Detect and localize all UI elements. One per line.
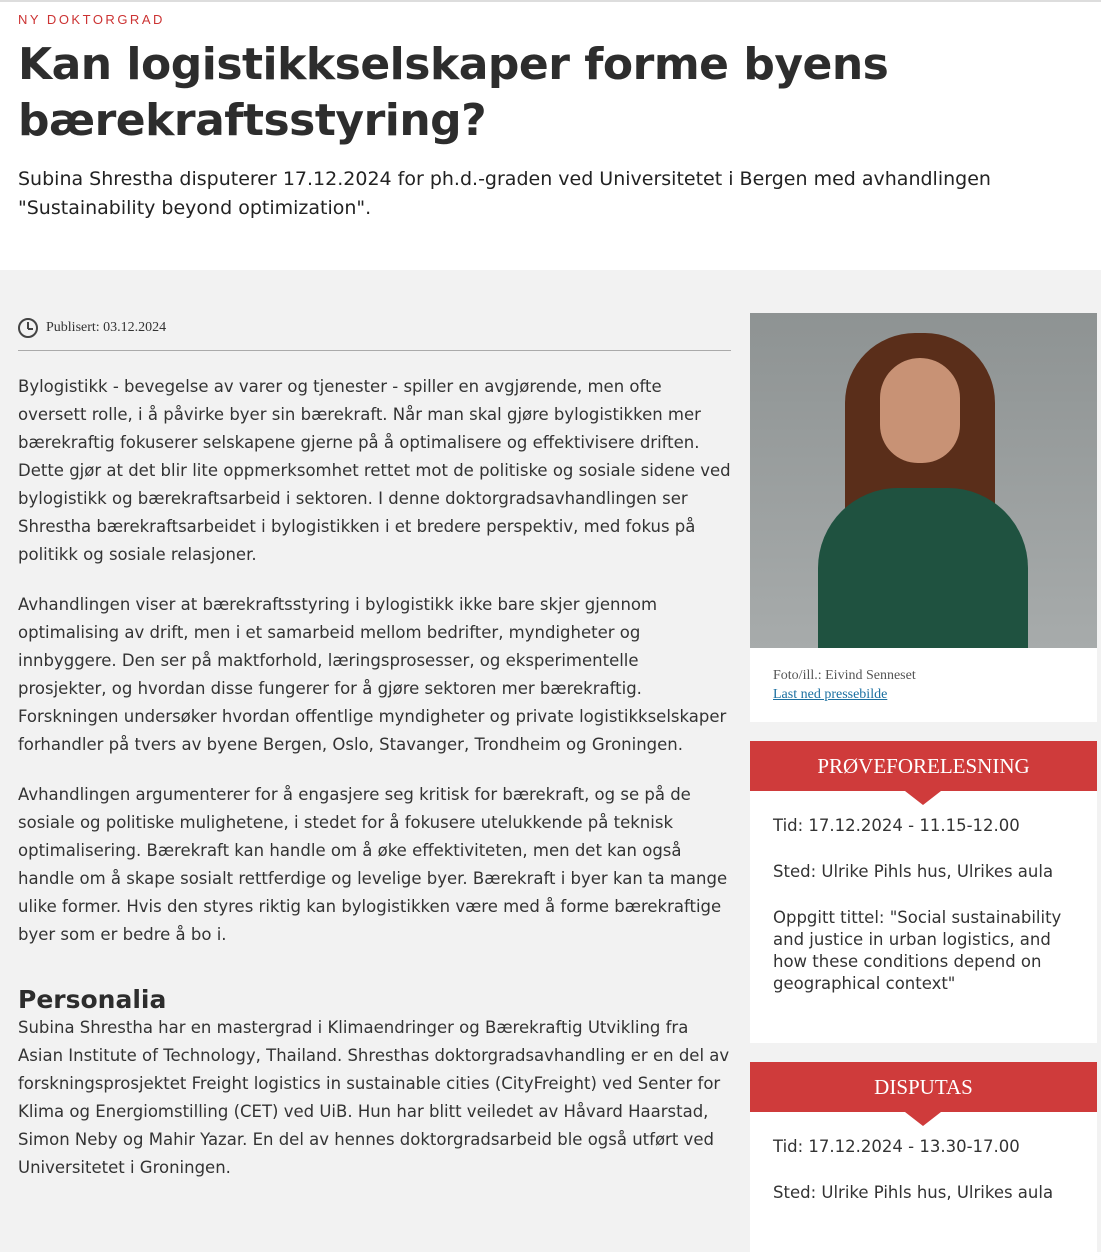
trial-lecture-time: Tid: 17.12.2024 - 11.15-12.00 — [773, 816, 1020, 835]
sidebar — [750, 313, 1097, 1252]
trial-lecture-box — [750, 741, 1097, 1043]
published-date — [18, 318, 731, 351]
paragraph: Avhandlingen argumenterer for å engasjere seg kritisk for bærekraft, og se på de sosiale og politiske mulighetene, i stedet for å fokusere utelukkende på teknisk optimalisering. Bærekraft kan handle om å øke effektiviteten, men det kan også handle om å skape sosialt rettferdige og levelige byer. Bærekraft i byer kan ta mange ulike former. Hvis den styres riktig kan bylogistikken være med å forme bærekraftige byer som er bedre å bo i. — [18, 785, 728, 944]
paragraph: Avhandlingen viser at bærekraftsstyring i bylogistikk ikke bare skjer gjennom optimalising av drift, men i et samarbeid mellom bedrifter, myndigheter og innbyggere. Den ser på maktforhold, læringsprosesser, og eksperimentelle prosjekter, og hvordan disse fungerer for å gjøre sektoren mer bærekraftig. Forskningen undersøker hvordan offentlige myndigheter og private logistikkselskaper forhandler på tvers av byene Bergen, Oslo, Stavanger, Trondheim og Groningen. — [18, 595, 727, 754]
defense-time: Tid: 17.12.2024 - 13.30-17.00 — [773, 1137, 1020, 1156]
article-body — [18, 318, 731, 1182]
personalia-heading: Personalia — [18, 985, 167, 1014]
defense-heading: DISPUTAS — [750, 1062, 1097, 1112]
published-label: Publisert: 03.12.2024 — [46, 320, 167, 335]
defense-box — [750, 1062, 1097, 1252]
page-title: Kan logistikkselskaper forme byens bærekraftsstyring? — [18, 39, 889, 146]
photo-caption — [750, 648, 1097, 722]
defense-place: Sted: Ulrike Pihls hus, Ulrikes aula — [773, 1183, 1054, 1202]
portrait-photo — [750, 313, 1097, 648]
kicker: NY DOKTORGRAD — [18, 12, 165, 27]
paragraph: Bylogistikk - bevegelse av varer og tjenester - spiller en avgjørende, men ofte oversett rolle, i å påvirke byer sin bærekraft. Når man skal gjøre bylogistikken mer bærekraftig fokuserer selskapene gjerne på å optimalisere og effektivisere driften. Dette gjør at det blir lite oppmerksomhet rettet mot de politiske og sosiale sidene ved bylogistikk og bærekraftsarbeid i sektoren. I denne doktorgradsavhandlingen ser Shrestha bærekraftsarbeidet i bylogistikken i et bredere perspektiv, med fokus på politikk og sosiale relasjoner. — [18, 377, 731, 564]
clock-icon — [18, 318, 38, 338]
download-press-photo-link[interactable]: Last ned pressebilde — [773, 687, 888, 702]
photo-credit: Foto/ill.: Eivind Senneset — [773, 668, 916, 683]
lead-text: Subina Shrestha disputerer 17.12.2024 for ph.d.-graden ved Universitetet i Bergen med avhandlingen "Sustainability beyond optimization". — [18, 168, 991, 219]
trial-lecture-place: Sted: Ulrike Pihls hus, Ulrikes aula — [773, 862, 1054, 881]
trial-lecture-heading: PRØVEFORELESNING — [750, 741, 1097, 791]
trial-lecture-title: Oppgitt tittel: "Social sustainability and justice in urban logistics, and how these conditions depend on geographical context" — [773, 908, 1062, 993]
personalia-text: Subina Shrestha har en mastergrad i Klimaendringer og Bærekraftig Utvikling fra Asian Institute of Technology, Thailand. Shresthas doktorgradsavhandling er en del av forskningsprosjektet Freight logistics in sustainable cities (CityFreight) ved Senter for Klima og Energiomstilling (CET) ved UiB. Hun har blitt veiledet av Håvard Haarstad, Simon Neby og Mahir Yazar. En del av hennes doktorgradsarbeid ble også utført ved Universitetet i Groningen. — [18, 1018, 730, 1177]
article-header — [0, 0, 1101, 270]
